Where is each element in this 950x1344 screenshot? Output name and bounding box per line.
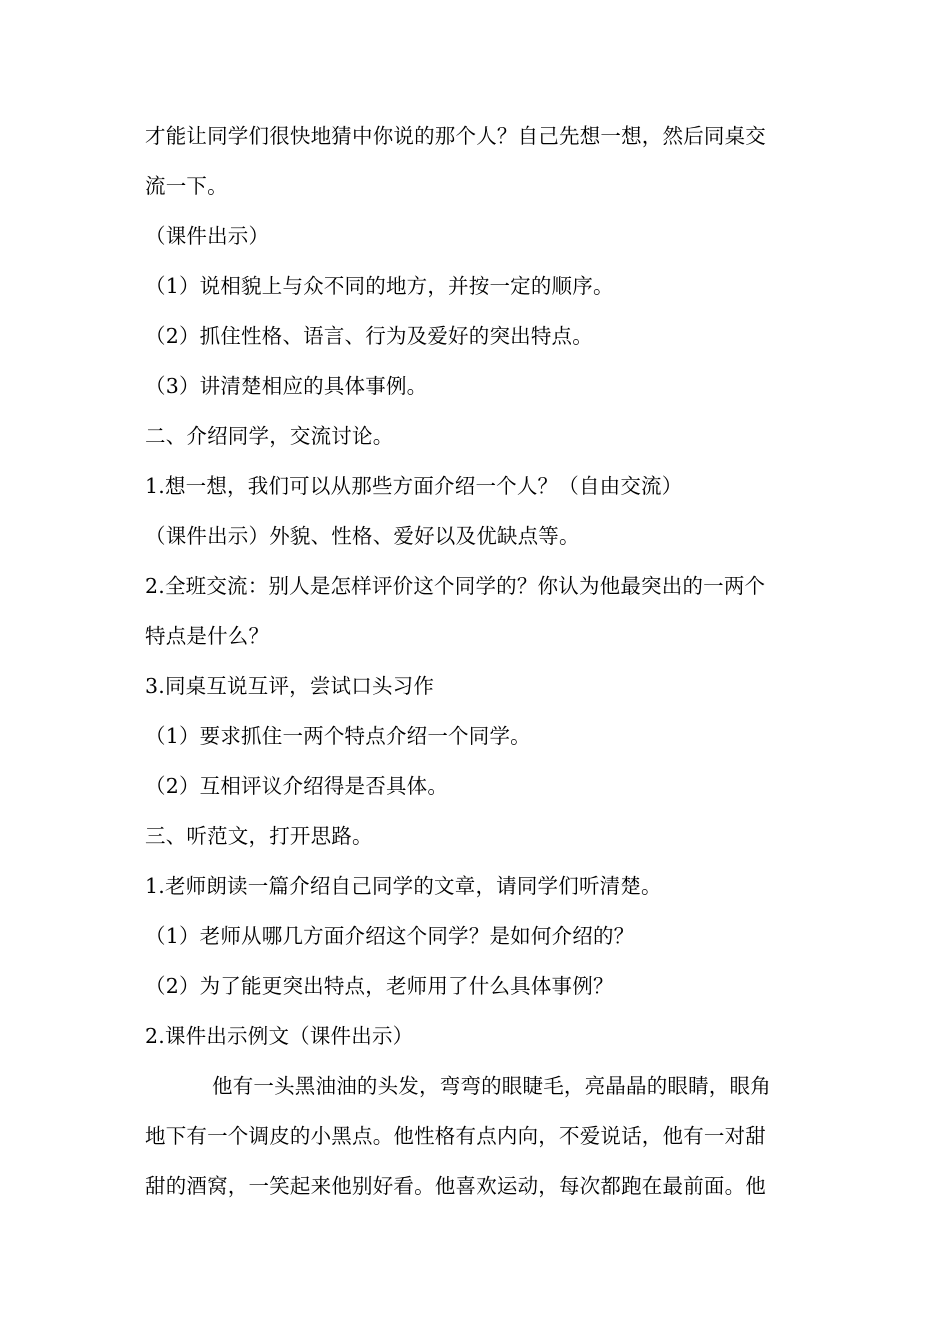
text-line: 2.全班交流：别人是怎样评价这个同学的？你认为他最突出的一两个 <box>145 574 766 598</box>
example-paragraph-line: 甜的酒窝，一笑起来他别好看。他喜欢运动，每次都跑在最前面。他 <box>145 1174 766 1198</box>
example-paragraph-line: 地下有一个调皮的小黑点。他性格有点内向，不爱说话，他有一对甜 <box>145 1124 766 1148</box>
text-line: （1）说相貌上与众不同的地方，并按一定的顺序。 <box>145 274 614 298</box>
section-heading: 三、听范文，打开思路。 <box>145 824 373 848</box>
text-line: 流一下。 <box>145 174 228 198</box>
text-line: 才能让同学们很快地猜中你说的那个人？自己先想一想，然后同桌交 <box>145 124 766 148</box>
example-paragraph-line: 他有一头黑油油的头发，弯弯的眼睫毛，亮晶晶的眼睛，眼角 <box>212 1074 771 1098</box>
text-line: （课件出示） <box>145 224 270 248</box>
text-line: （1）老师从哪几方面介绍这个同学？是如何介绍的？ <box>145 924 635 948</box>
text-line: （1）要求抓住一两个特点介绍一个同学。 <box>145 724 531 748</box>
text-line: 1.想一想，我们可以从那些方面介绍一个人？（自由交流） <box>145 474 683 498</box>
text-line: （2）为了能更突出特点，老师用了什么具体事例？ <box>145 974 614 998</box>
text-line: 1.老师朗读一篇介绍自己同学的文章，请同学们听清楚。 <box>145 874 662 898</box>
text-line: （2）互相评议介绍得是否具体。 <box>145 774 449 798</box>
text-line: 3.同桌互说互评，尝试口头习作 <box>145 674 435 698</box>
text-line: （课件出示）外貌、性格、爱好以及优缺点等。 <box>145 524 580 548</box>
text-line: （3）讲清楚相应的具体事例。 <box>145 374 428 398</box>
text-line: 特点是什么？ <box>145 624 270 648</box>
text-line: （2）抓住性格、语言、行为及爱好的突出特点。 <box>145 324 593 348</box>
section-heading: 二、介绍同学，交流讨论。 <box>145 424 394 448</box>
text-line: 2.课件出示例文（课件出示） <box>145 1024 414 1048</box>
